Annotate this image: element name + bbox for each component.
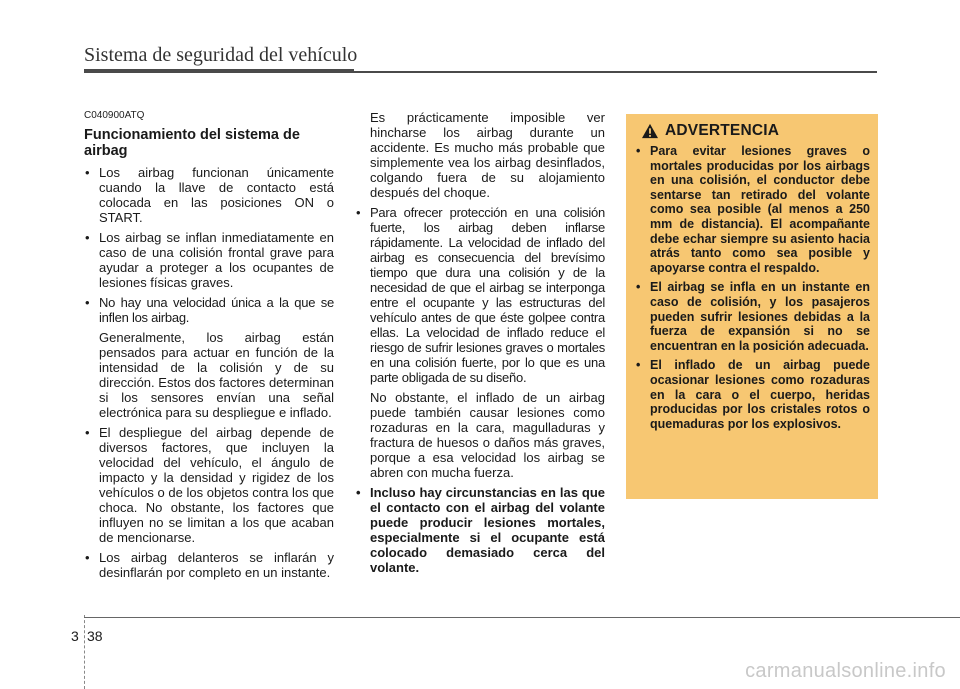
warning-triangle-icon xyxy=(641,123,659,139)
section-title: Funcionamiento del sistema de airbag xyxy=(84,127,300,159)
list-item: • Los airbag delanteros se inflarán y desinflarán por completo en un instante. xyxy=(84,550,334,580)
page-header-title: Sistema de seguridad del vehículo xyxy=(84,44,358,66)
page-number: 38 xyxy=(87,628,103,644)
bullet-list-left xyxy=(84,165,334,325)
column-left xyxy=(84,110,334,585)
header-rule-thin xyxy=(84,71,877,73)
paragraph: No obstante, el inflado de un airbag puede también causar lesiones como rozaduras en la cara, magulladuras y fractura de huesos o daños más graves, porque a esa velocidad los airbag se abren con mucha fuerza. xyxy=(370,390,605,480)
list-item: • Los airbag funcionan únicamente cuando la llave de contacto está colocada en las posiciones ON o START. xyxy=(84,165,334,225)
warning-title: ADVERTENCIA xyxy=(665,122,780,139)
list-item: • Incluso hay circunstancias en las que el contacto con el airbag del volante puede producir lesiones mortales, especialmente si el ocupante está colocado demasiado cerca del volante. xyxy=(355,485,605,575)
chapter-number: 3 xyxy=(71,628,79,644)
warning-list xyxy=(635,144,870,431)
paragraph: Generalmente, los airbag están pensados para actuar en función de la intensidad de la colisión y de su dirección. Estos dos factores determinan si los sensores envían una señal electrónica para su despliegue e inflado. xyxy=(99,330,334,420)
section-code: C040900ATQ xyxy=(84,110,145,121)
footer-divider-horizontal xyxy=(84,617,960,618)
list-item: • Para evitar lesiones graves o mortales producidas por los airbags en una colisión, el conductor debe sentarse tan retirado del volante como sea posible (al menos a 250 mm de distancia). El acompañante debe echar siempre su asiento hacia atrás tanto como sea posible y apoyarse contra el respaldo. xyxy=(635,144,870,275)
list-item: • El airbag se infla en un instante en caso de colisión, y los pasajeros pueden sufrir lesiones debidas a la fuerza de expansión si no se encuentran en la posición adecuada. xyxy=(635,280,870,353)
column-middle xyxy=(355,110,605,580)
watermark: carmanualsonline.info xyxy=(745,660,946,682)
list-item: • No hay una velocidad única a la que se inflen los airbag. xyxy=(84,295,334,325)
warning-box xyxy=(626,114,878,499)
bullet-list-left-2 xyxy=(84,425,334,580)
warning-header xyxy=(635,122,870,140)
list-item: • El despliegue del airbag depende de diversos factores, que incluyen la velocidad del vehículo, el ángulo de impacto y la densidad y rigidez de los vehículos o de los objetos contra los que choca. No obstante, los factores que influyen no se limitan a los que acaban de mencionarse. xyxy=(84,425,334,545)
paragraph: Es prácticamente imposible ver hincharse los airbag durante un accidente. Es mucho más probable que simplemente vea los airbag desinflados, colgando fuera de su alojamiento después del choque. xyxy=(370,110,605,200)
footer-divider-vertical xyxy=(84,615,85,689)
list-item: • Los airbag se inflan inmediatamente en caso de una colisión frontal grave para ayudar a proteger a los ocupantes de lesiones físicas graves. xyxy=(84,230,334,290)
bullet-list-middle xyxy=(355,205,605,385)
list-item: • Para ofrecer protección en una colisión fuerte, los airbag deben inflarse rápidamente. La velocidad de inflado del airbag es consecuencia del brevísimo tiempo que dura una colisión y de la necesidad de que el airbag se interponga entre el ocupante y las estructuras del vehículo antes de que éste golpee contra ellas. La velocidad de inflado reduce el riesgo de sufrir lesiones graves o mortales en una colisión fuerte, por lo que es una parte obligada de su diseño. xyxy=(355,205,605,385)
bullet-list-middle-bold xyxy=(355,485,605,575)
list-item: • El inflado de un airbag puede ocasionar lesiones como rozaduras en la cara o el cuerpo, heridas producidas por los cristales rotos o quemaduras por los explosivos. xyxy=(635,358,870,431)
